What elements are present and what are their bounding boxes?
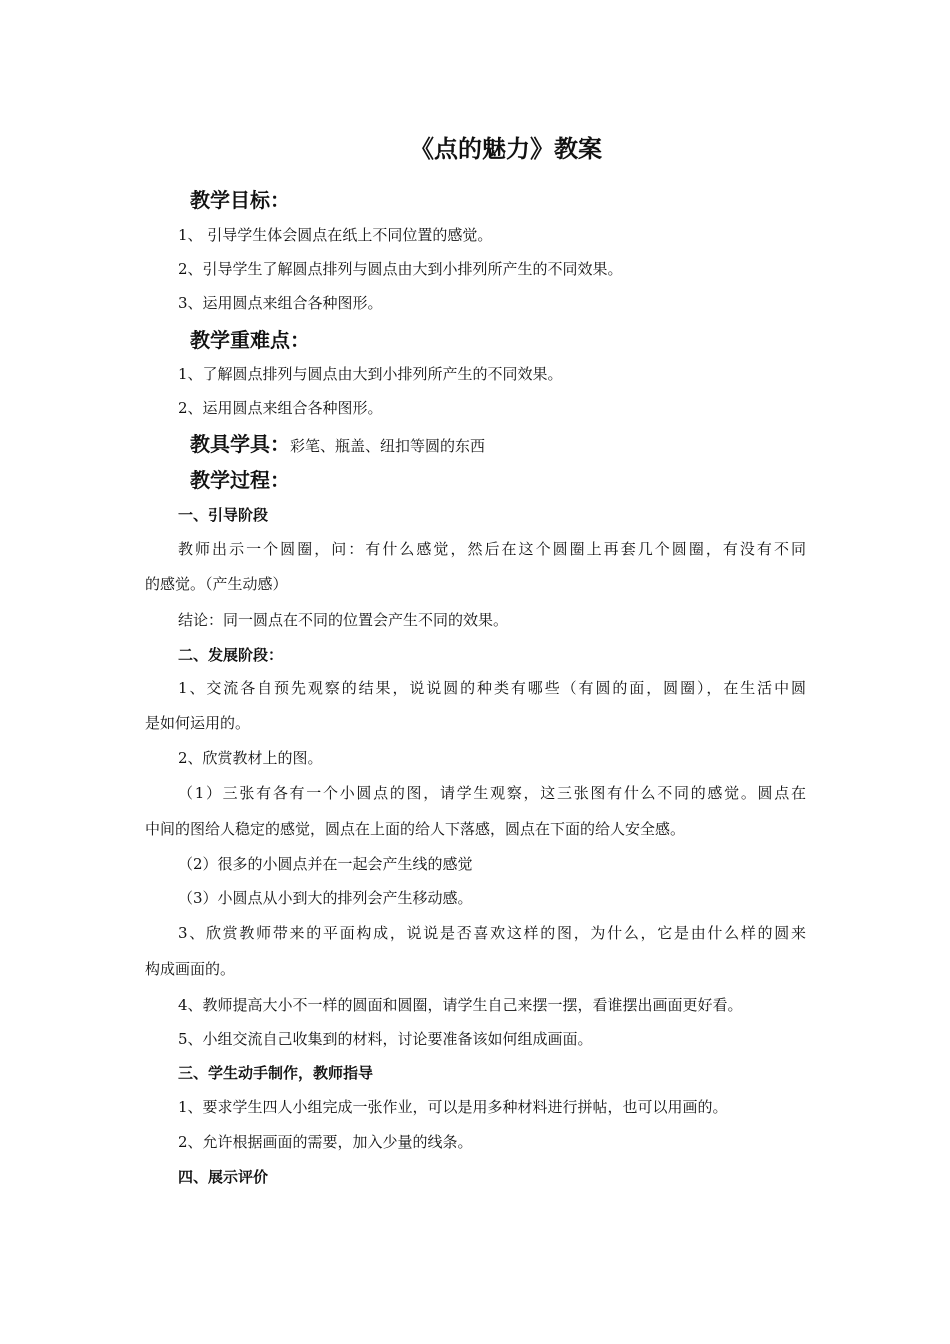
section-1-heading: 一、引导阶段 xyxy=(178,506,269,524)
objective-item-2: 2、引导学生了解圆点排列与圆点由大到小排列所产生的不同效果。 xyxy=(178,260,623,278)
section-2-paragraph-5: （3）小圆点从小到大的排列会产生移动感。 xyxy=(178,889,473,907)
process-heading: 教学过程： xyxy=(190,468,290,492)
section-2-paragraph-1-line-2: 是如何运用的。 xyxy=(145,714,251,732)
section-3-paragraph-2: 2、允许根据画面的需要，加入少量的线条。 xyxy=(178,1133,473,1151)
section-1-paragraph-1-line-2: 的感觉。（产生动感） xyxy=(145,575,288,593)
keypoint-item-2: 2、运用圆点来组合各种图形。 xyxy=(178,399,383,417)
section-1-paragraph-1-line-1: 教师出示一个圆圈，问：有什么感觉，然后在这个圆圈上再套几个圆圈，有没有不同 xyxy=(178,540,806,558)
section-3-heading: 三、学生动手制作，教师指导 xyxy=(178,1064,374,1082)
section-2-paragraph-6-line-1: 3、欣赏教师带来的平面构成，说说是否喜欢这样的图，为什么，它是由什么样的圆来 xyxy=(178,924,806,942)
section-2-paragraph-6-line-2: 构成画面的。 xyxy=(145,960,236,978)
section-1-paragraph-2: 结论：同一圆点在不同的位置会产生不同的效果。 xyxy=(178,611,509,629)
section-2-paragraph-3-line-2: 中间的图给人稳定的感觉，圆点在上面的给人下落感，圆点在下面的给人安全感。 xyxy=(145,820,686,838)
objectives-heading: 教学目标： xyxy=(190,188,290,212)
objective-item-3: 3、运用圆点来组合各种图形。 xyxy=(178,294,383,312)
section-3-paragraph-1: 1、要求学生四人小组完成一张作业，可以是用多种材料进行拼帖，也可以用画的。 xyxy=(178,1098,728,1116)
section-2-paragraph-1-line-1: 1、交流各自预先观察的结果，说说圆的种类有哪些（有圆的面，圆圈），在生活中圆 xyxy=(178,679,806,697)
section-2-paragraph-7: 4、教师提高大小不一样的圆面和圆圈，请学生自己来摆一摆，看谁摆出画面更好看。 xyxy=(178,996,743,1014)
section-2-paragraph-8: 5、小组交流自己收集到的材料，讨论要准备该如何组成画面。 xyxy=(178,1030,593,1048)
tools-heading: 教具学具： xyxy=(190,432,290,456)
keypoint-item-1: 1、了解圆点排列与圆点由大到小排列所产生的不同效果。 xyxy=(178,365,563,383)
section-2-paragraph-4: （2）很多的小圆点并在一起会产生线的感觉 xyxy=(178,855,473,873)
keypoints-heading: 教学重难点： xyxy=(190,328,310,352)
section-4-heading: 四、展示评价 xyxy=(178,1168,269,1186)
section-2-paragraph-2: 2、欣赏教材上的图。 xyxy=(178,749,323,767)
objective-item-1: 1、 引导学生体会圆点在纸上不同位置的感觉。 xyxy=(178,226,493,244)
tools-text: 彩笔、瓶盖、纽扣等圆的东西 xyxy=(290,437,486,455)
document-title: 《点的魅力》教案 xyxy=(410,135,602,163)
section-2-heading: 二、发展阶段： xyxy=(178,646,284,664)
tools-line xyxy=(190,430,485,460)
section-2-paragraph-3-line-1: （1）三张有各有一个小圆点的图，请学生观察，这三张图有什么不同的感觉。圆点在 xyxy=(178,784,806,802)
